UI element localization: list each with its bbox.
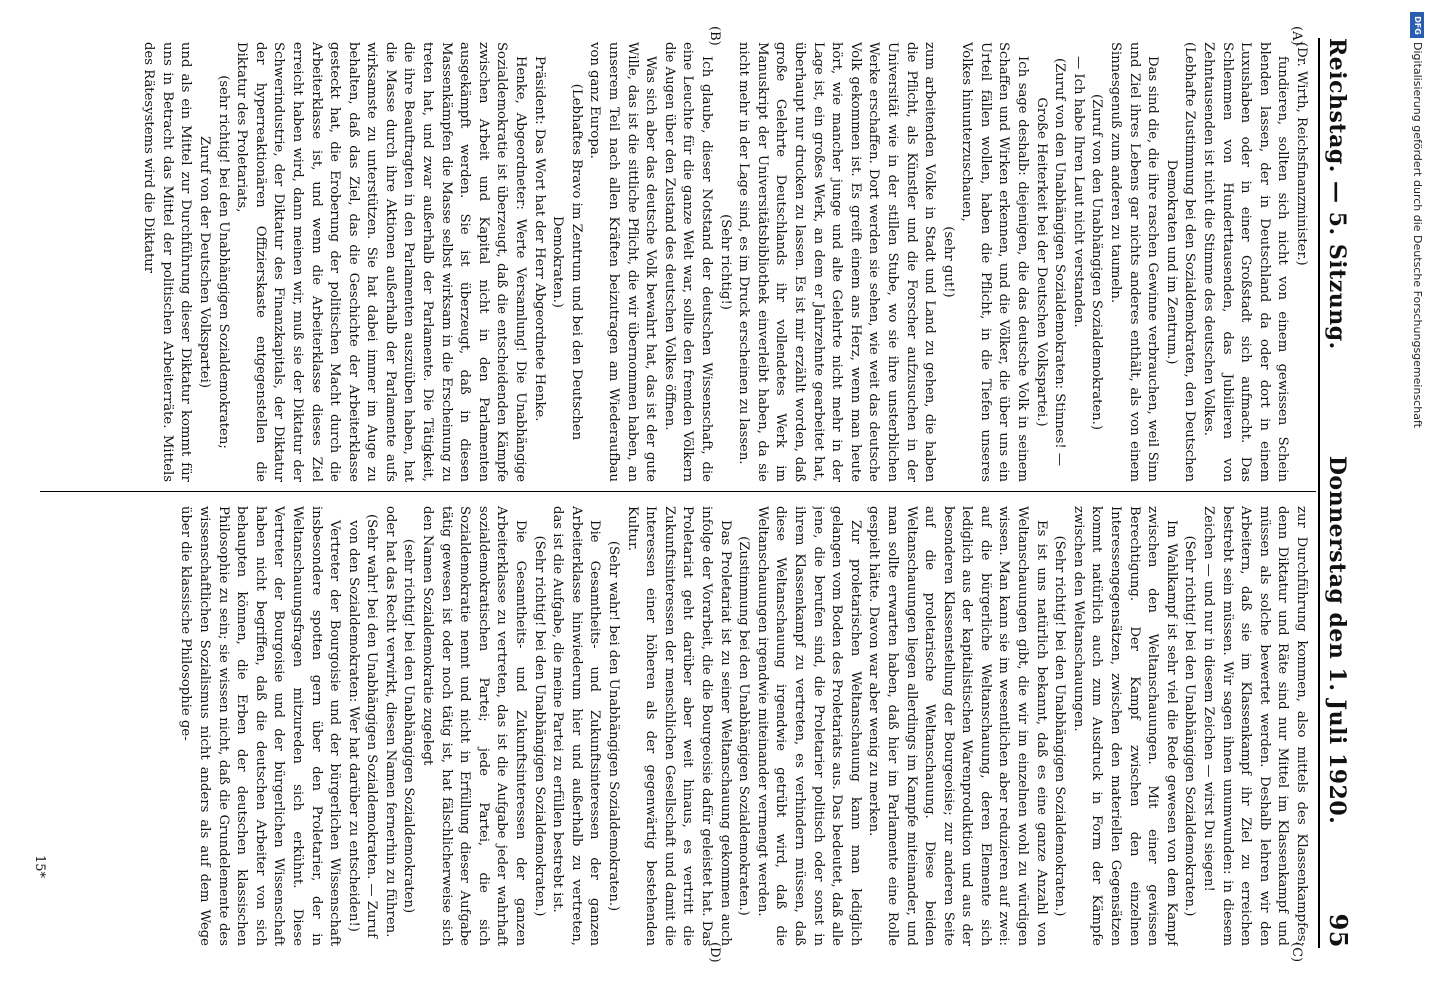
paragraph: Henke, Abgeordneter: Werte Versamlung! Die Unabhängige Sozialdemokratie ist überzeugt, daß die entscheidenden Kämpfe zwischen Arbeit und Kapital nicht in den Parlamenten ausgekämpft werden. Sie ist überzeugt, daß in diesen Massenkämpfen die Masse selbst wirksam in die Erscheinung zu treten hat, und zwar außerhalb der Parlamente. Die Tätigkeit, die ihre Beauftragten in den Parlamenten auszuüben haben, hat die Masse durch ihre Aktionen außerhalb der Parlamente aufs wirksamste zu unterstützen. Sie hat dabei immer im Auge zu behalten, daß das Ziel, das die Geschichte der Arbeiterklasse gesteckt hat, die Eroberung der politischen Macht durch die Arbeiterklasse ist, und wenn die Arbeiterklasse dieses Ziel erreicht haben wird, dann meinen wir, muß sie der Diktatur der Schwerindustrie, der Diktatur des Finanzkapitals, der Diktatur der hyperreaktionären Offizierskaste entgegenstellen die Diktatur des Proletariats, — [234, 42, 529, 482]
paragraph: zum arbeitenden Volke in Stadt und Land zu gehen, die haben die Pflicht, als Künstler und die Forscher aufzusuchen in der Universität wie in der stillen Stube, wo sie ihre unsterblichen Werke erschaffen. Dort werden sie sehen, wie weit das deutsche Volk gekommen ist. Es greift einem ans Herz, wenn man heute hört, wie mancher junge und alte Gelehrte nicht mehr in der Lage ist, ein großes Werk, an dem er Jahrzehnte gearbeitet hat, überhaupt nur drucken zu lassen. Es ist mir erzählt worden, daß große Gelehrte Deutschlands ihr vollendetes Werk im Manuskript der Universitätsbibliothek einverleibt haben, da sie nicht mehr in der Lage sind, es im Druck erscheinen zu lassen. — [736, 42, 938, 482]
paragraph: Das sind die, die ihre raschen Gewinne verbrauchen, weil Sinn und Ziel ihres Lebens gar nichts anderes enthält, als von einem Sinnesgenuß zum anderen zu taumeln. — [1108, 42, 1161, 482]
paragraph: — Ich habe Ihren Laut nicht verstanden. — [1070, 56, 1086, 328]
page-number: 95 — [1324, 913, 1353, 948]
interjection: Zuruf von der Deutschen Volkspartei) — [196, 136, 212, 388]
header-date: Donnerstag den 1. Juli 1920. — [1324, 455, 1350, 825]
header-rule — [1318, 38, 1320, 948]
margin-marker-d: (D) — [707, 942, 722, 963]
interjection: (sehr richtig! bei den Unabhängigen Sozialdemokraten; — [215, 75, 231, 449]
paragraph: Ich sage deshalb: diejenigen, die das deutsche Volk in seinem Schaffen und Wirken erkennen, und die Völker, die über uns ein Urteil fällen wollen, haben die Pflicht, in die Tiefen unseres Volkes hinunterzuschauen, — [959, 42, 1031, 482]
margin-marker-b: (B) — [707, 26, 722, 46]
paragraph: und als ein Mittel zur Durchführung dieser Diktatur kommt für uns in Betracht das Mittel der politischen Arbeiterräte. Mittels des Rätesystems wird die Diktatur — [141, 42, 194, 482]
dfg-logo-text: DFG — [1412, 15, 1422, 35]
paragraph: (Dr. Wirth, Reichsfinanzminister.) — [1294, 42, 1309, 266]
interjection: (sehr gut!) — [940, 226, 956, 298]
paragraph: zur Durchführung kommen, also mittels des Klassenkampfes; denn Diktatur und Räte sind nur Mittel im Klassenkampf und müssen als solche bewertet werden. Deshalb lehren wir den Arbeitern, daß sie im Klassenkampf ihr Ziel zu erreichen bestrebt sein müssen. Wir sagen ihnen unumwunden: in diesem Zeichen — und nur in diesem Zeichen — wirst Du siegen! — [1201, 506, 1309, 946]
interjection: (Sehr richtig! bei den Unabhängigen Sozialdemokraten.) — [531, 535, 547, 917]
interjection: (Zuruf von den Unabhängigen Sozialdemokraten.) — [1089, 93, 1105, 431]
paragraph: Vertreter der Bourgoisie und der bürgerlichen Wissenschaft insbesondere spotten gern über den Proletarier, der in Weltanschauungsfragen mitzureden sich erkühnt. Diese Vertreter der Bourgoisie und der bürgerlichen Wissenschaft haben nicht begriffen, daß die deutschen Arbeiter von sich behaupten können, die Erben der deutschen klassischen Philosophie zu sein; sie wissen nicht, daß die Grundelemente des wissenschaftlichen Sozialismus nicht anders als auf dem Wege über die klassische Philosophie ge- — [178, 506, 343, 946]
paragraph: Im Wahlkampf ist sehr viel die Rede gewesen von dem Kampf zwischen den Weltanschauungen. Mit einer gewissen Berechtigung. Der Kampf zwischen den einzelnen Interessengegensätzen, zwischen den materiellen Gegensätzen kommt natürlich auch zum Ausdruck in Form der Kämpfe zwischen den Weltanschauungen. — [1070, 506, 1179, 946]
paragraph: Die Gesamtheits- und Zukunftsinteressen der ganzen Arbeiterklasse zu vertreten, das ist die Aufgabe jeder wahrhaft sozialdemokratischen Partei; jede Partei, die sich Sozialdemokratie nennt und nicht in Erfüllung dieser Aufgabe tätig gewesen ist oder noch tätig ist, hat fälschlicherweise sich den Namen Sozialdemokratie zugelegt — [420, 506, 529, 946]
interjection: (Sehr wahr! bei den Unabhängigen Sozialdemokraten. — Zuruf von den Sozialdemokraten: Wer hat darüber zu entscheiden!) — [345, 513, 380, 939]
interjection: (Sehr richtig!) — [717, 214, 733, 310]
credit-text: Digitalisierung gefördert durch die Deutsche Forschungsgemeinschaft — [1411, 42, 1424, 428]
right-column — [42, 506, 1310, 946]
interjection: (Sehr richtig! bei den Unabhängigen Sozialdemokraten.) — [1182, 535, 1198, 917]
paragraph: Das Proletariat ist zu seiner Weltanschauung gekommen auch infolge der Vorarbeit, die die Bourgeoisie dafür geleistet hat. Das Proletariat geht darüber aber weit hinaus, es vertritt die Zukunftsinteressen der menschlichen Gesellschaft und damit die Interessen einer höheren als der gegenwärtig bestehenden Kultur. — [624, 506, 733, 946]
signature-mark: 15* — [32, 854, 47, 878]
paragraph: Die Gesamtheits- und Zukunftsinteressen der ganzen Arbeiterklasse hinwiederum hier und außerhalb zu vertreten, das ist die Aufgabe, die meine Partei zu erfüllen bestrebt ist. — [550, 506, 603, 946]
interjection: (Sehr wahr! bei den Unabhängigen Sozialdemokraten.) — [606, 540, 622, 912]
scanned-page — [32, 26, 1362, 963]
page-header — [1324, 38, 1354, 948]
paragraph: Was sich aber das deutsche Volk bewahrt hat, das ist der gute Wille, das ist die sittliche Pflicht, die wir übernommen haben, an unserem Teil nach allen Kräften beizutragen am Wiederaufbau von ganz Europa. — [587, 42, 659, 482]
dfg-logo — [1410, 12, 1424, 38]
column-divider — [40, 491, 1316, 492]
interjection: (Zuruf von den Unabhängigen Sozialdemokraten: Stinnes! — Große Heiterkeit bei der Deutschen Volkspartei.) — [1033, 57, 1068, 467]
interjection: (sehr richtig! bei den Unabhängigen Sozialdemokraten) — [401, 538, 417, 914]
paragraph: Es ist uns natürlich bekannt, daß es eine ganze Anzahl von Weltanschauungen gibt, die wir im einzelnen wohl zu würdigen wissen. Man kann sie im wesentlichen aber reduzieren auf zwei: auf die bürgerliche Weltanschauung, deren Elemente sich lediglich aus der kapitalistischen Warenproduktion und aus der besonderen Klassenstellung der Bourgeoisie; zur anderen Seite auf die proletarische Weltanschauung. Diese beiden Weltanschauungen liegen allerdings im Kampfe miteinander, und man sollte erwarten haben, daß hier im Parlamente eine Rolle gespielt hätte. Davon war aber wenig zu merken. — [866, 506, 1049, 946]
paragraph: Ich glaube, dieser Notstand der deutschen Wissenschaft, die eine Leuchte für die ganze Welt war, sollte den fremden Völkern die Augen über den Zustand des deutschen Volkes öffnen. — [661, 42, 714, 482]
paragraph: fundieren, sollten sich nicht von einem gewissen Schein blenden lassen, der in Deutschland da oder dort in einem Luxushaben oder in einer Großstadt sich aufmacht. Das Schlemmen von Hunderttausenden, das Jubilieren von Zehntausenden ist nicht die Stimme des deutschen Volkes. — [1201, 42, 1291, 482]
left-column — [42, 42, 1310, 482]
funding-credit — [1404, 6, 1430, 996]
interjection: (Sehr richtig! bei den Unabhängigen Sozialdemokraten.) — [1052, 535, 1068, 917]
speaker-line: Präsident: Das Wort hat der Herr Abgeordnete Henke. — [531, 56, 547, 422]
paragraph: Zur proletarischen Weltanschauung kann man lediglich gelangen vom Boden des Proletariats aus. Das bedeutet, daß alle jene, die berufen sind, die Proletarier politisch oder sonst in ihrem Klassenkampf zu vertreten, es verhindern müssen, daß diese Weltanschauung irgendwie getrübt wird, daß die Weltanschauungen irgendwie miteinander vermengt werden. — [754, 506, 863, 946]
header-session: Reichstag. — 5. Sitzung. — [1324, 38, 1350, 350]
margin-marker-c: (C) — [1289, 942, 1304, 963]
interjection: (Lebhaftes Bravo im Zentrum und bei den Deutschen Demokraten.) — [550, 83, 584, 441]
interjection: (Lebhafte Zustimmung bei den Sozialdemokraten, den Deutschen Demokraten und im Zentrum.) — [1163, 42, 1198, 482]
interjection: (Zustimmung bei den Unabhängigen Sozialdemokraten.) — [736, 536, 752, 916]
margin-marker-a: (A) — [1289, 26, 1304, 46]
paragraph: oder hat das Recht verwirkt, diesen Namen fernerhin zu führen. — [382, 506, 398, 938]
